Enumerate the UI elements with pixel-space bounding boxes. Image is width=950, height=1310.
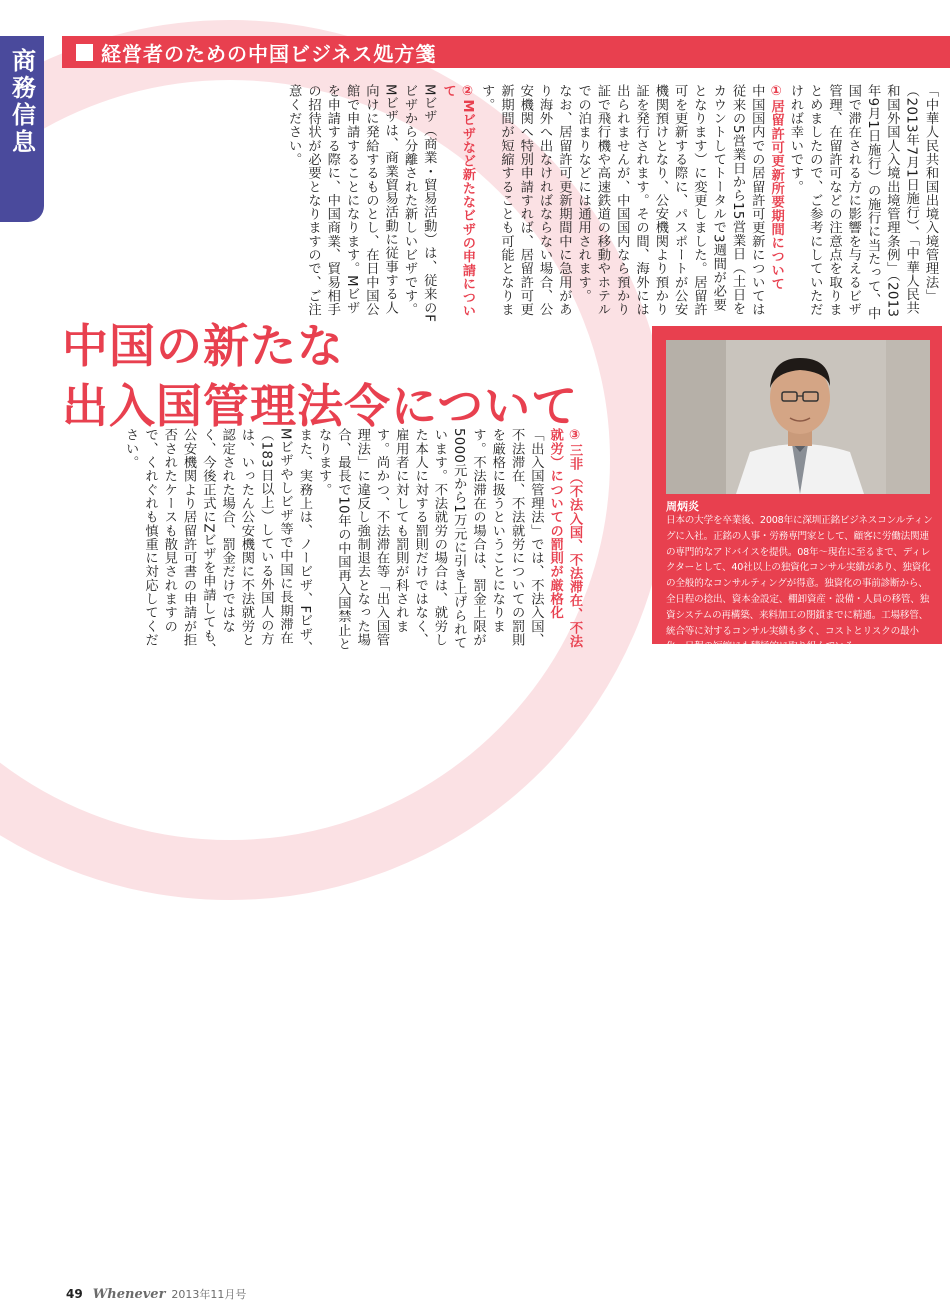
header-square-icon — [76, 44, 93, 61]
article-headline — [62, 316, 578, 436]
headline-line-1: 中国の新たな — [62, 319, 344, 373]
author-photo — [666, 340, 930, 494]
page-number: 49 — [66, 1287, 83, 1301]
section3-heading: ③三非（不法入国、不法滞在、不法就労）についての罰則が厳格化 — [547, 428, 582, 649]
series-header-bar — [62, 36, 950, 68]
section3-paragraph1: 「出入国管理法」では、不法入国、不法滞在、不法就労についての罰則を厳格に扱うということになります。不法滞在の場合は、罰金上限が5000元から1万元に引き上げられています。不法就労の場合は、就労した本人に対する罰則だけではなく、雇用者に対しても罰則が科されます。尚かつ、不法滞在等「出入国管理法」に違反し強制退去となった場合、最長で10年の中国再入国禁止となります。 — [316, 428, 544, 651]
author-profile-box — [652, 326, 942, 653]
series-title: 経営者のための中国ビジネス処方箋 — [101, 41, 437, 66]
category-side-tab — [0, 36, 44, 222]
headline-line-2: 出入国管理法令について — [62, 379, 579, 433]
section3-paragraph2: また、実務上は、ノービザ、Fビザ、Mビザやしビザ等で中国に長期滞在（183日以上）している外国人の方は、いったん公安機関に不法就労と認定された場合、罰金だけではなく、今後正式にZビザを申請しても、公安機関より居留許可書の申請が拒否されたケースも散見されますので、くれぐれも慎重に対応してください。 — [123, 428, 312, 656]
section1-heading: ①居留許可更新所要期間について — [768, 84, 784, 291]
section2-paragraph: Mビザ（商業・貿易活動）は、従来のFビザから分離された新しいビザです。Mビザは、商業貿易活動に従事する人向けに発給するものとし、在日中国公館で申請することになります。Mビザを申請する際に、中国商業、貿易相手の招待状が必要となりますので、ご注意ください。 — [286, 84, 437, 323]
magazine-logo: Whenever — [92, 1287, 166, 1302]
upper-article-column — [62, 84, 940, 324]
lower-article-column — [62, 428, 584, 658]
section1-paragraph1: 中国国内での居留許可更新については従来の5営業日から15営業日（土日をカウントしてトータルで3週間が必要となります）に変更しました。居留許可を更新する際に、パスポートが公安機関預けとなり、公安機関より預かり証を発行されます。その間、海外には出られませんが、中国国内なら預かり証で飛行機や高速鉄道の移動やホテルでの泊まりなどには通用されます。 — [575, 84, 765, 317]
author-portrait-image — [666, 340, 930, 494]
page-footer — [66, 1286, 246, 1302]
section1-paragraph2: なお、居留許可更新期間中に急用があり海外へ出なければならない場合、公安機関へ特別申請すれば、居留許可更新期間が短縮することも可能となります。 — [479, 84, 572, 317]
author-name: 周炳炎 — [666, 500, 699, 513]
author-bio: 日本の大学を卒業後、2008年に深圳正銘ビジネスコンルティングに入社。正銘の人事・労務専門家として、顧客に労働法関連の専門的なアドバイスを提供。08年～現在に至るまで、ディレクターとして、40社以上の独資化コンサル実績があり、独資化の全般的なコンサルティングが得意。独資化の事前診断から、全日程の捻出、資本金設定、棚卸資産・設備・人員の移管、独資システムの再構築、来料加工の閉鎖までに精通。工場移管、統合等に対するコンサル実績も多く、コストとリスクの最小化、日程の短縮にも積極的に取り組んでいる。 — [666, 515, 933, 653]
issue-date: 2013年11月号 — [171, 1288, 247, 1301]
category-label: 商務信息 — [7, 48, 36, 156]
section2-heading: ②Mビザなど新たなビザの申請について — [440, 84, 475, 318]
intro-paragraph: 「中華人民共和国出境入境管理法」（2013年7月1日施行）、「中華人民共和国外国人入境出境管理条例」（2013年9月1日施行）の施行に当たって、中国で滞在される方に影響を与えるビザ管理、在留許可などの注意点を取りまとめましたので、ご参考にしていただければ幸いです。 — [787, 84, 938, 321]
